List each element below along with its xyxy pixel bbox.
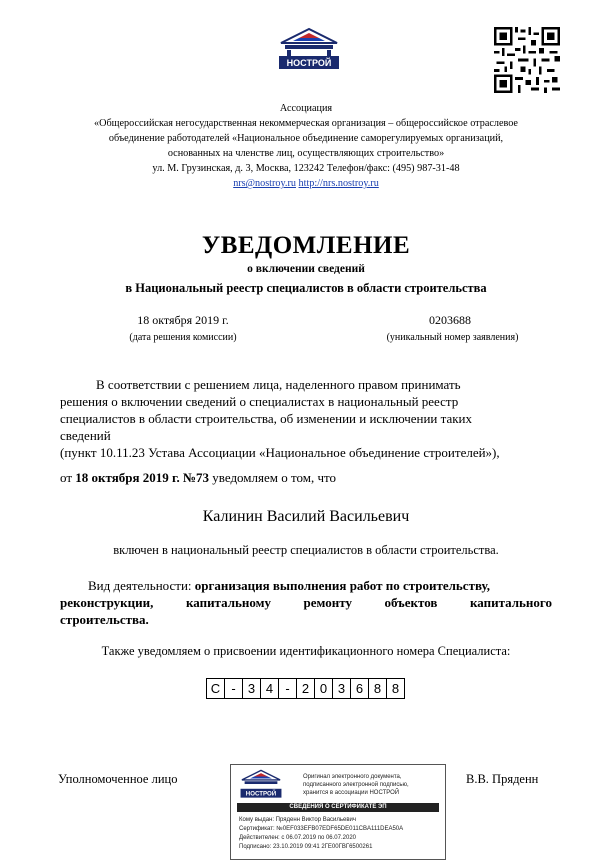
specialist-id-boxes: [207, 678, 405, 699]
activity-label: Вид деятельности:: [88, 578, 192, 593]
id-char: -: [224, 678, 243, 699]
nostroy-logo: [277, 27, 341, 71]
decision-date-label: (дата решения комиссии): [129, 332, 237, 343]
subtitle-1: о включении сведений: [247, 263, 365, 275]
id-char: 8: [368, 678, 387, 699]
subtitle-2: в Национальный реестр специалистов в области строительства: [125, 281, 487, 295]
stamp-signed: Подписано: 23.10.2019 09:41 2ГЕ00ГВГ6500261: [239, 844, 373, 850]
stamp-desc-3: хранится в ассоциации НОСТРОЙ: [303, 790, 400, 796]
body-line2: решения о включении сведений о специалистах в национальный реестр: [60, 394, 459, 409]
body-line5: (пункт 10.11.23 Устава Ассоциации «Национальное объединение строителей»),: [60, 445, 500, 460]
id-char: 4: [260, 678, 279, 699]
stamp-desc-1: Оригинал электронного документа,: [303, 774, 402, 780]
logo-text: НОСТРОЙ: [286, 58, 332, 68]
id-char: 6: [350, 678, 369, 699]
activity-line3: строительства.: [60, 612, 149, 627]
stamp-cert: Сертификат: №0EF033EFB07EDF65DE011CBA111DEA50A: [239, 826, 404, 832]
stamp-desc-2: подписанного электронной подписью,: [303, 782, 409, 788]
application-number-label: (уникальный номер заявления): [386, 332, 519, 343]
header-org-line4: основанных на членстве лиц, осуществляющих строительство»: [167, 148, 445, 159]
id-notice: Также уведомляем о присвоении идентификационного номера Специалиста:: [101, 644, 511, 658]
stamp-cert-title: СВЕДЕНИЯ О СЕРТИФИКАТЕ ЭП: [237, 803, 439, 812]
header-links: [60, 176, 552, 191]
site-link[interactable]: http://nrs.nostroy.ru: [298, 178, 379, 189]
header-org-line1: Ассоциация: [279, 103, 333, 114]
id-char: 0: [314, 678, 333, 699]
body-line1: В соответствии с решением лица, наделенного правом принимать: [96, 377, 461, 392]
signatory-name: В.В. Пряденн: [466, 772, 539, 786]
person-name: Калинин Василий Васильевич: [202, 508, 410, 525]
included-text: включен в национальный реестр специалистов в области строительства.: [113, 543, 499, 557]
id-char: 3: [242, 678, 261, 699]
body-line6-pre: от: [60, 470, 73, 485]
body-line6: [60, 469, 552, 486]
stamp-issued-to: Кому выдан: Пряденн Виктор Васильевич: [239, 817, 357, 823]
e-signature-stamp: [230, 764, 446, 860]
activity-line1: [60, 577, 552, 594]
decision-reference: 18 октября 2019 г. №73: [75, 470, 210, 485]
activity-value-1: организация выполнения работ по строительству,: [194, 578, 490, 593]
header-org-line2: «Общероссийская негосударственная некоммерческая организация – общероссийское отраслевое: [94, 118, 518, 129]
application-number: 0203688: [429, 313, 471, 327]
body-line4: сведений: [60, 428, 111, 443]
page-title: УВЕДОМЛЕНИЕ: [201, 232, 411, 259]
stamp-logo-icon: [239, 769, 283, 799]
qr-code: [494, 27, 560, 93]
header-org-line3: объединение работодателей «Национальное объединение саморегулируемых организаций,: [108, 133, 504, 144]
id-char: 3: [332, 678, 351, 699]
decision-date: 18 октября 2019 г.: [137, 313, 229, 327]
id-char: 2: [296, 678, 315, 699]
body-line6-post: уведомляем о том, что: [212, 470, 337, 485]
email-link[interactable]: nrs@nostroy.ru: [233, 178, 296, 189]
header-address: ул. М. Грузинская, д. 3, Москва, 123242 Телефон/факс: (495) 987-31-48: [152, 163, 460, 174]
body-line3: специалистов в области строительства, об изменении и исключении таких: [60, 411, 473, 426]
activity-line2: реконструкции, капитальному ремонту объектов капитального: [60, 595, 552, 610]
id-char: -: [278, 678, 297, 699]
signatory-label: Уполномоченное лицо: [58, 772, 178, 786]
stamp-valid: Действителен: с 06.07.2019 по 06.07.2020: [239, 835, 356, 841]
id-char: 8: [386, 678, 405, 699]
stamp-logo-text: НОСТРОЙ: [245, 790, 277, 798]
id-char: С: [206, 678, 225, 699]
